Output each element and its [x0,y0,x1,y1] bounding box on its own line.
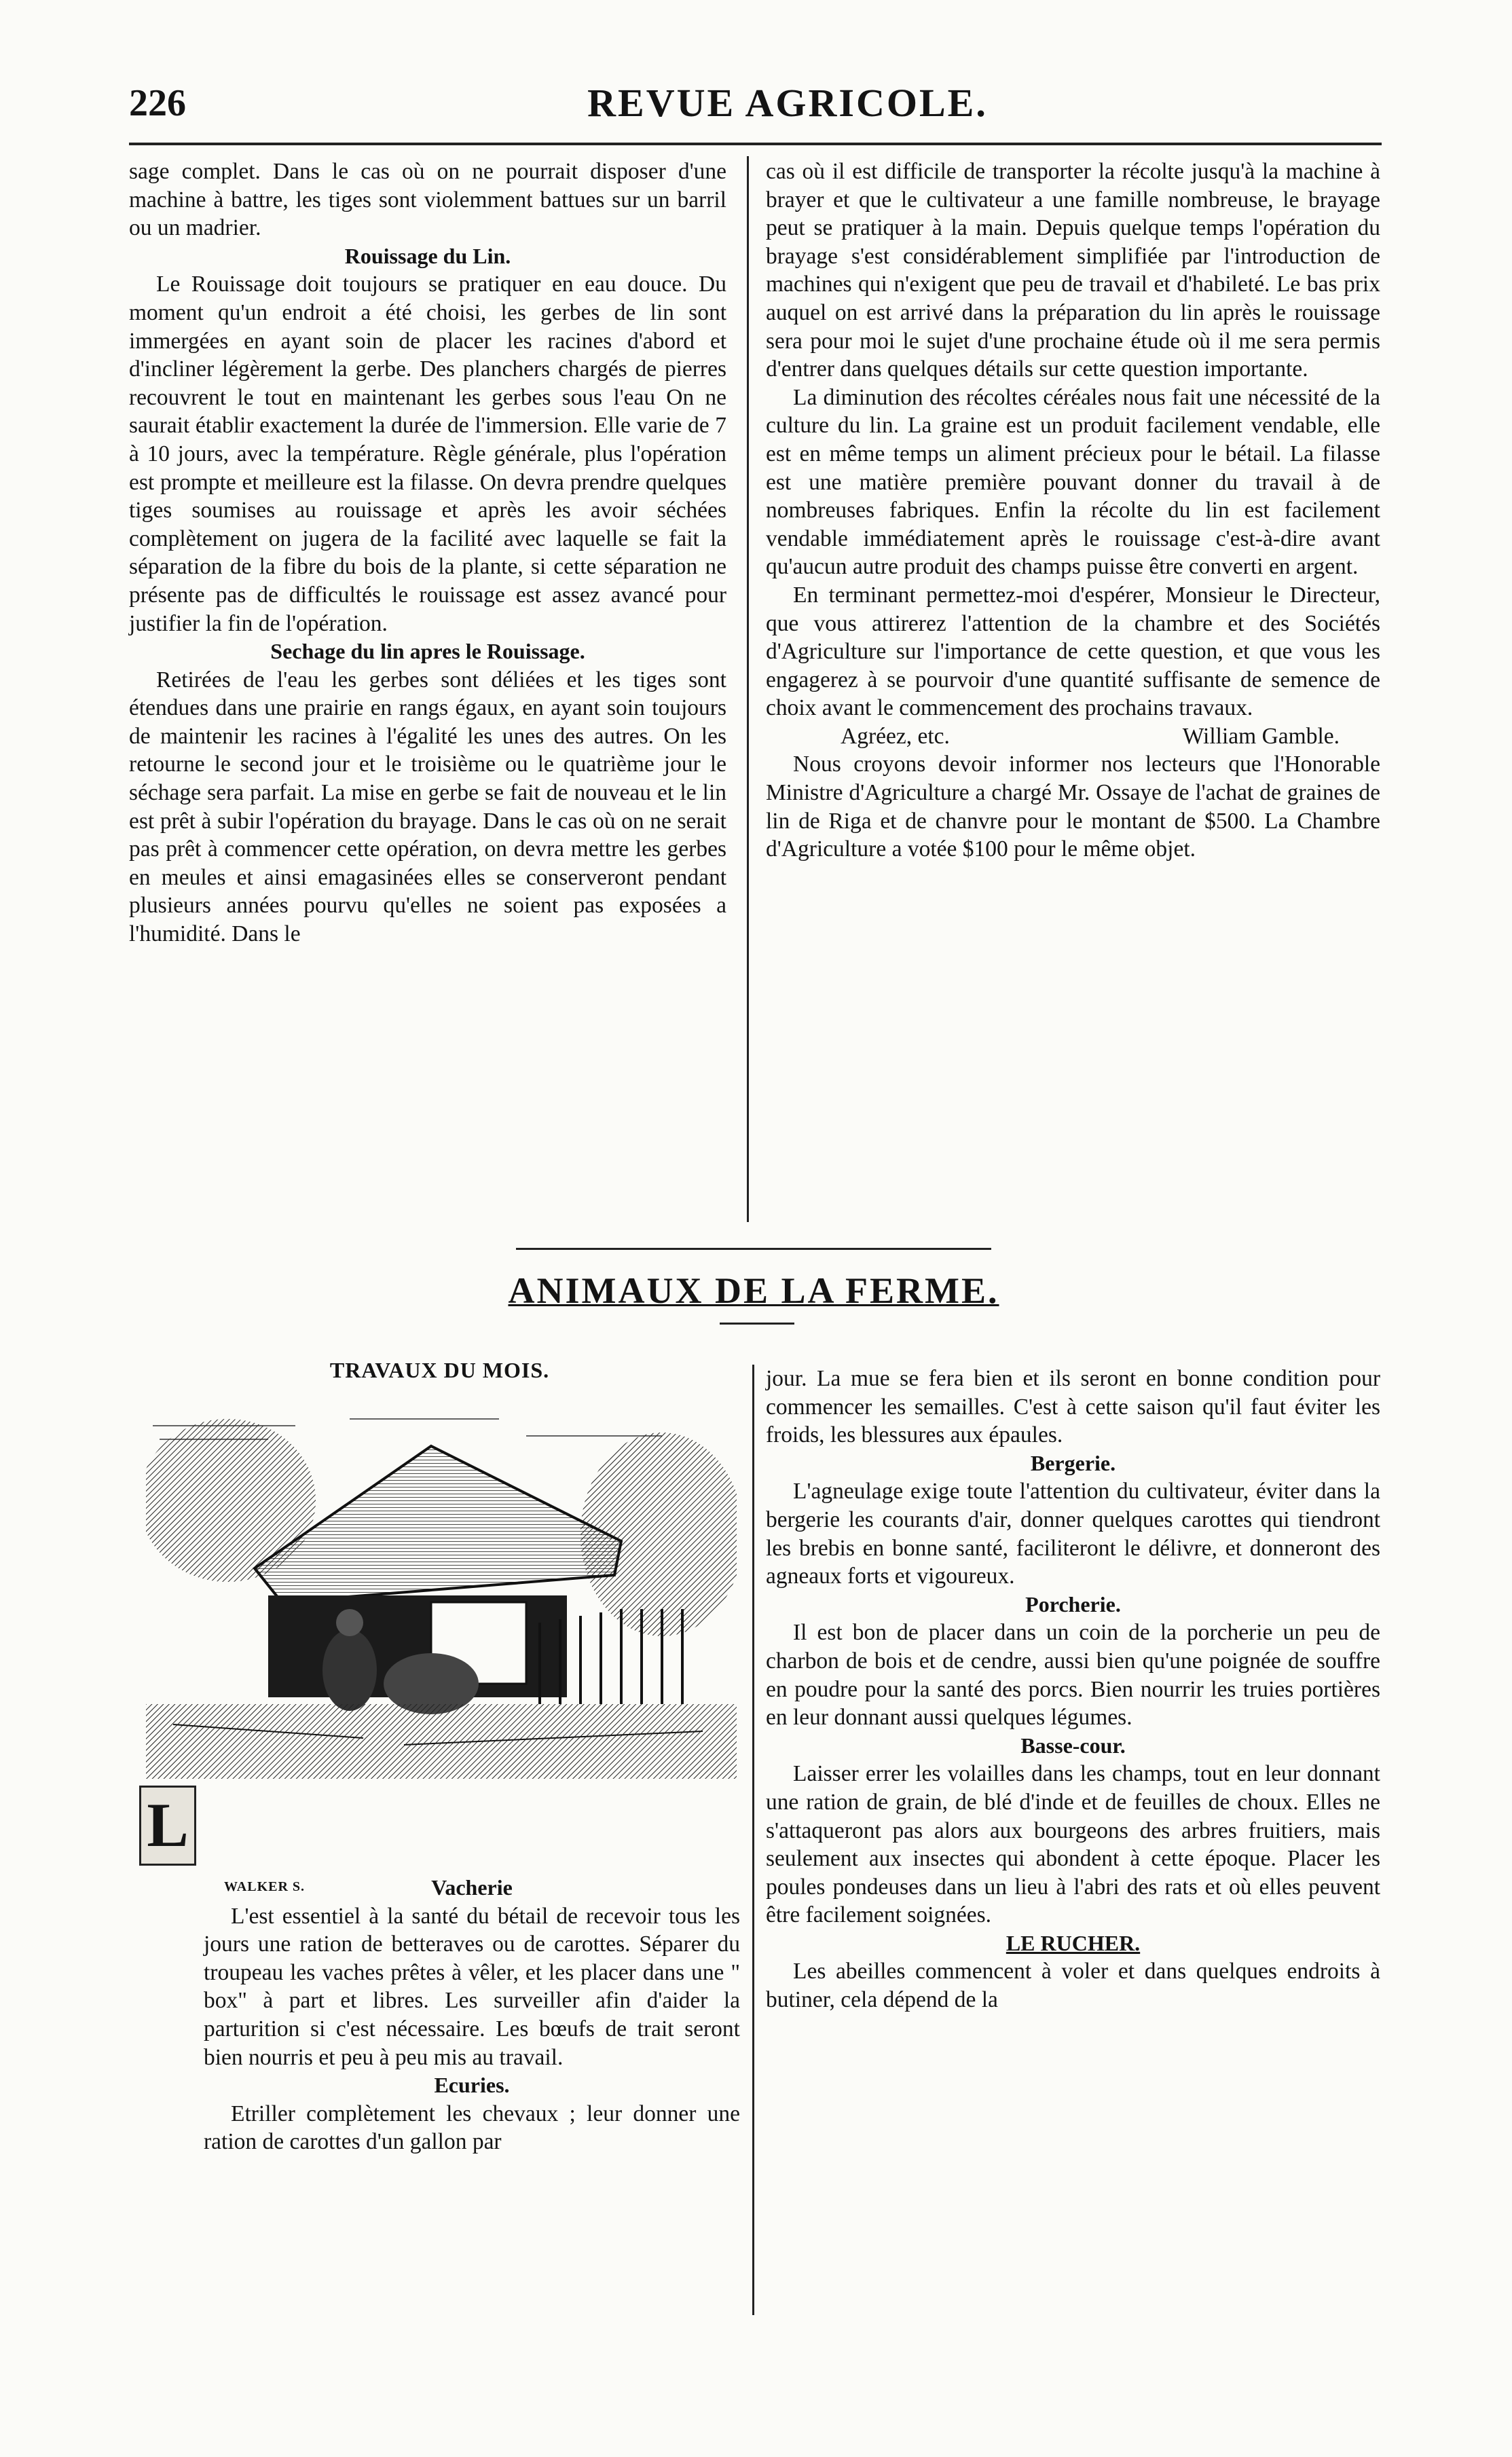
lower-right-column [766,1365,1380,2014]
signature-line [766,722,1380,751]
subheading: Sechage du lin apres le Rouissage. [270,639,585,664]
signer: William Gamble. [1182,723,1340,749]
section-title: ANIMAUX DE LA FERME. [508,1270,999,1311]
column-divider [747,156,749,1222]
subheading: Basse-cour. [1020,1733,1126,1758]
farmyard-engraving [146,1399,737,1779]
section-rule [516,1248,991,1250]
paragraph: La diminution des récoltes céréales nous fait une nécessité de la culture du lin. La graine est un produit facilement vendable, elle est en même temps un aliment précieux pour le bétail. La filasse est une matière première pouvant donner du travail à de nombreuses fabriques. Enfin la récolte du lin est facilement vendable immédiatement après le rouissage c'est-à-dire avant qu'aucun autre produit des champs puisse être converti en argent. [766,384,1380,580]
section-title-rule [720,1323,794,1325]
paragraph: L'est essentiel à la santé du bétail de recevoir tous les jours une ration de betteraves ou de carottes. Séparer du troupeau les vaches prêtes à vêler, et les placer dans une " box" à part et libres. Les surveiller afin d'aider la parturition si c'est nécessaire. Les bœufs de trait seront bien nourris et peu à peu mis au travail. [204,1903,740,2070]
paragraph: Laisser errer les volailles dans les champs, tout en leur donnant une ration de grain, de blé d'inde et de feuilles de choux. Elles ne s'attaqueront pas alors aux bourgeons des arbres fruitiers, mais seulement aux insectes qui abondent à cette époque. Placer les poules pondeuses dans un lieu à l'abri des rats et où elles peuvent être facilement soignées. [766,1761,1380,1928]
paragraph: Retirées de l'eau les gerbes sont déliées et les tiges sont étendues dans une prairie en rangs égaux, en ayant soin toujours de maintenir les racines à l'égalité les unes des autres. On les retourne le second jour et le troisième ou le quatrième jour le séchage sera parfait. La mise en gerbe se fait de nouveau et le lin est prêt à subir l'opération du brayage. Dans le cas où on ne serait pas prêt à commencer cette opération, on devra mettre les gerbes en meules et ainsi emagasinées elles se conserveront pendant plusieurs années pourvu qu'elles ne soient pas exposées a l'humidité. Dans le [129,667,726,947]
column-divider-lower [752,1365,754,2315]
column-title: TRAVAUX DU MOIS. [329,1358,550,1382]
upper-left-column [129,158,726,948]
paragraph: cas où il est difficile de transporter la récolte jusqu'à la machine à brayer et que le cultivateur a une famille nombreuse, le brayage peut se pratiquer à la main. Depuis quelque temps l'opération du brayage s'est considérablement simplifiée par l'introduction de machines qui n'exigent que peu de travail et d'habileté. Le bas prix auquel on est arrivé dans la préparation du lin après le rouissage sera pour moi le sujet d'une prochaine étude où il me sera permis d'entrer dans quelques détails sur cette question importante. [766,159,1380,382]
paragraph: jour. La mue se fera bien et ils seront en bonne condition pour commencer les semailles. C'est à cette saison qu'il faut éviter les froids, les blessures aux épaules. [766,1366,1380,1448]
paragraph: Les abeilles commencent à voler et dans quelques endroits à butiner, cela dépend de la [766,1959,1380,2013]
subheading: Porcherie. [1025,1591,1121,1617]
paragraph: En terminant permettez-moi d'espérer, Monsieur le Directeur, que vous attirerez l'attention de la chambre et des Sociétés d'Agriculture sur l'importance de cette question, et que vous les engagerez à se pourvoir d'une quantité suffisante de semence de choix avant le commencement des prochains travaux. [766,582,1380,721]
subheading: Bergerie. [1030,1450,1116,1475]
subheading: Rouissage du Lin. [344,243,511,268]
paragraph: sage complet. Dans le cas où on ne pourrait disposer d'une machine à battre, les tiges sont violemment battues sur un barril ou un madrier. [129,159,726,241]
subheading: Ecuries. [434,2073,510,2098]
paragraph: Nous croyons devoir informer nos lecteurs que l'Honorable Ministre d'Agriculture a chargé Mr. Ossaye de l'achat de graines de lin de Riga et de chanvre pour le montant de $500. La Chambre d'Agriculture a votée $100 pour le même objet. [766,752,1380,862]
paragraph: L'agneulage exige toute l'attention du cultivateur, éviter dans la bergerie les courants d'air, donner quelques carottes qui tiendront les brebis en bonne santé, faciliteront le délivre, et donneront des agneaux forts et vigoureux. [766,1479,1380,1589]
upper-right-column [766,158,1380,864]
lower-left-column [204,1874,740,2156]
paragraph: Le Rouissage doit toujours se pratiquer en eau douce. Du moment qu'un endroit a été choisi, les gerbes de lin sont immergées en ayant soin de placer les racines d'abord et d'incliner légèrement la gerbe. Des planchers chargés de pierres recouvrent le tout en maintenant les gerbes sous l'eau On ne saurait établir exactement la durée de l'immersion. Elle varie de 7 à 10 jours, avec la température. Règle générale, plus l'opération est prompte et meilleure est la filasse. On devra prendre quelques tiges soumises au rouissage et après les avoir séchées complètement on jugera de la facilité avec laquelle se fait la séparation de la fibre du bois de la plante, si cette séparation ne présente pas de difficultés le rouissage est assez avancé pour justifier la fin de l'opération. [129,272,726,636]
drop-cap: L [139,1786,196,1866]
page-number: 226 [129,82,186,124]
closing: Agréez, etc. [841,723,950,749]
subheading: LE RUCHER. [1006,1930,1141,1955]
paragraph: Il est bon de placer dans un coin de la porcherie un peu de charbon de bois et de cendre, aussi bien qu'une poignée de souffre en poudre pour la santé des porcs. Bien nourrir les truies portières en leur donnant aussi quelques légumes. [766,1620,1380,1731]
header-rule [129,143,1382,145]
subheading: Vacherie [431,1875,513,1900]
paragraph: Etriller complètement les chevaux ; leur donner une ration de carottes d'un gallon par [204,2101,740,2155]
journal-title: REVUE AGRICOLE. [587,81,988,125]
engraver-signature: WALKER S. [224,1879,306,1894]
